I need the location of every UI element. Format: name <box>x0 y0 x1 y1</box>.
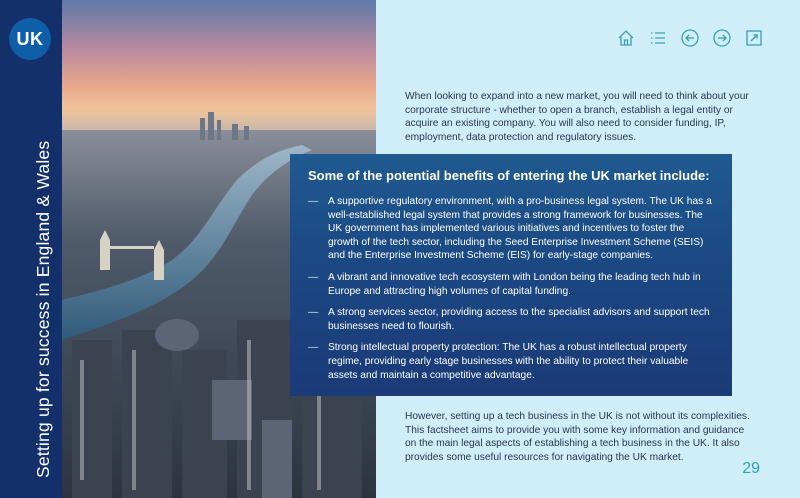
benefit-text: A vibrant and innovative tech ecosystem with London being the leading tech hub in Europe and attracting high volumes of capital funding. <box>328 271 701 297</box>
page-number: 29 <box>742 460 760 477</box>
closing-paragraph: However, setting up a tech business in the UK is not without its complexities. This factsheet aims to provide you with some key information and guidance on the main legal aspects of establishing a tech business in the UK. It also provides some useful resources for navigating the UK market. <box>405 411 750 463</box>
benefits-box <box>290 154 732 396</box>
benefit-text: A strong services sector, providing access to the specialist advisors and support tech businesses need to flourish. <box>328 307 710 332</box>
expand-icon <box>744 28 764 48</box>
benefit-item <box>308 271 714 298</box>
benefit-text: A supportive regulatory environment, with a pro-business legal system. The UK has a well-established legal system that provides a strong framework for businesses. The UK government has implemented various initiatives and incentives to foster the growth of the tech sector, including the Seed Enterprise Investment Scheme (SEIS) and the Enterprise Investment Scheme (EIS) for early-stage companies. <box>328 196 712 262</box>
home-button[interactable] <box>616 28 636 48</box>
dash-bullet: — <box>308 342 319 354</box>
menu-button[interactable] <box>648 28 668 48</box>
benefit-item <box>308 306 714 333</box>
fullscreen-button[interactable] <box>744 28 764 48</box>
benefit-item <box>308 195 714 263</box>
section-title: Setting up for success in England & Wales <box>33 140 53 478</box>
benefits-heading: Some of the potential benefits of entering the UK market include: <box>308 168 710 183</box>
list-icon <box>648 28 668 48</box>
dash-bullet: — <box>308 196 319 207</box>
previous-page-button[interactable] <box>680 28 700 48</box>
intro-paragraph: When looking to expand into a new market, you will need to think about your corporate structure - whether to open a branch, establish a legal entity or acquire an existing company. You will also need to consider funding, IP, employment, data protection and regulatory issues. <box>405 91 749 143</box>
dash-bullet: — <box>308 307 319 319</box>
left-sidebar <box>0 0 62 498</box>
next-page-button[interactable] <box>712 28 732 48</box>
benefit-text: Strong intellectual property protection: The UK has a robust intellectual property regime, providing early stage businesses with the ability to protect their valuable assets and maintain a competitive advantage. <box>328 342 689 381</box>
dash-bullet: — <box>308 271 319 283</box>
benefit-item <box>308 341 714 382</box>
country-badge: UK <box>9 18 51 60</box>
arrow-right-circle-icon <box>712 28 732 48</box>
arrow-left-circle-icon <box>680 28 700 48</box>
home-icon <box>616 28 636 48</box>
navigation-toolbar <box>616 28 764 48</box>
